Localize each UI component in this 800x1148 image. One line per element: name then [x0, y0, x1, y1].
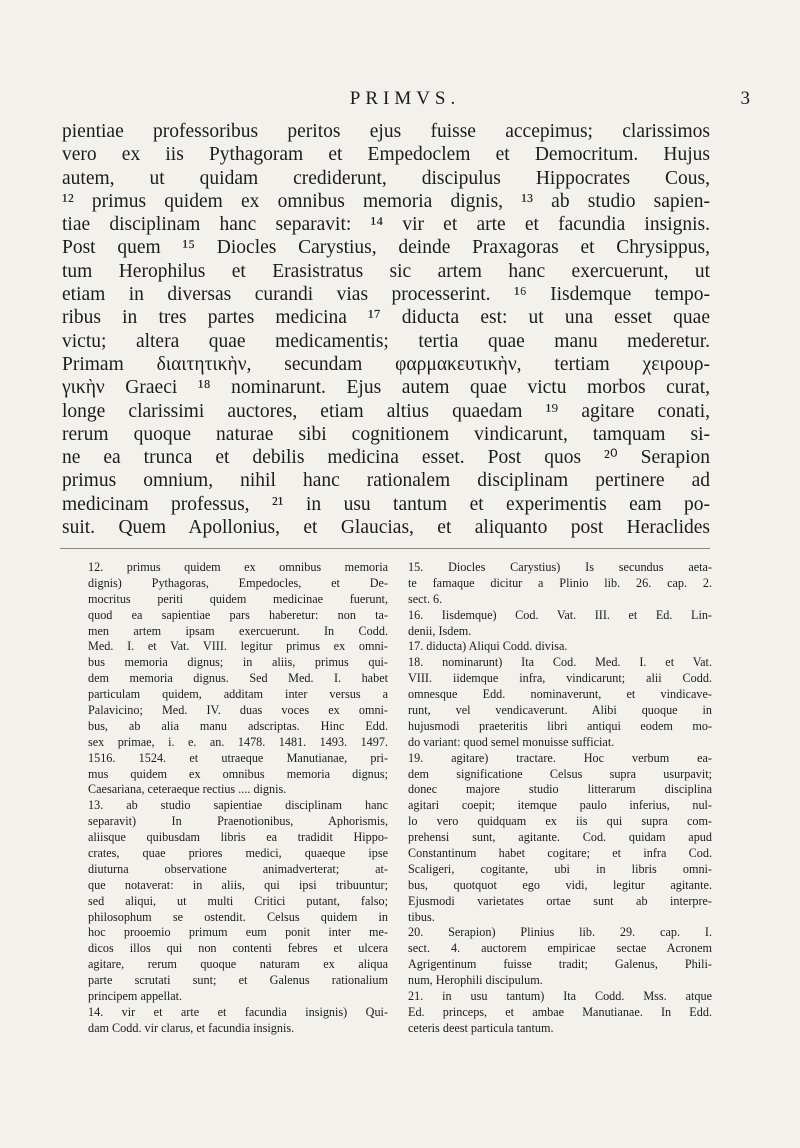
main-text-line: Primam διαιτητικὴν, secundam φαρμακευτικὴν, tertiam χειρουρ-	[62, 353, 710, 375]
footnote-line: 13. ab studio sapientiae disciplinam hanc	[88, 798, 388, 813]
footnote-line: dem significatione Celsus supra usurpavit;	[408, 766, 712, 781]
footnote-line: agitare, rerum quoque naturam ex aliqua	[88, 957, 388, 972]
main-text-line: ¹² primus quidem ex omnibus memoria dignis, ¹³ ab studio sapien-	[62, 190, 710, 212]
footnote-line: do variant: quod semel monuisse sufficiat.	[408, 734, 615, 749]
footnote-line: bus memoria dignus; in aliis, primus qui-	[88, 655, 388, 670]
footnote-line: agitari coepit; itemque paulo inferius, nul-	[408, 798, 712, 813]
footnote-line: denii, Isdem.	[408, 623, 472, 638]
footnote-line: te famaque dicitur a Plinio lib. 26. cap. 2.	[408, 575, 712, 590]
footnote-line: bus, quotquot ego vidi, legitur agitante.	[408, 877, 712, 892]
footnote-line: parte scrutati sunt; et Galenus rationalium	[88, 973, 388, 988]
footnote-line: 16. Iisdemque) Cod. Vat. III. et Ed. Lin-	[408, 607, 712, 622]
footnote-line: dem memoria dignus. Sed Med. I. habet	[88, 671, 388, 686]
footnote-line: dam Codd. vir clarus, et facundia insignis.	[88, 1020, 295, 1035]
footnote-line: prehensi sunt, agitante. Cod. quidam apud	[408, 830, 712, 845]
footnote-line: sect. 4. auctorem empiricae sectae Acronem	[408, 941, 712, 956]
footnote-line: bus, ab alia manu adscriptas. Hinc Edd.	[88, 718, 388, 733]
main-text-line: γικὴν Graeci ¹⁸ nominarunt. Ejus autem quae victu morbos curat,	[62, 377, 710, 399]
main-text-line: rerum quoque naturae sibi cognitionem vindicarunt, tamquam si-	[62, 423, 710, 445]
footnote-line: philosophum se ostendit. Celsus quidem in	[88, 909, 388, 924]
footnote-line: Scaligeri, cogitante, ubi in libris omni-	[408, 861, 712, 876]
footnote-line: 15. Diocles Carystius) Is secundus aeta-	[408, 560, 712, 574]
footnote-line: tibus.	[408, 909, 435, 924]
footnote-line: que notaverat: in aliis, qui ipsi tribuuntur;	[88, 877, 388, 892]
footnote-line: 17. diducta) Aliqui Codd. divisa.	[408, 639, 568, 654]
footnote-line: mus quidem ex omnibus memoria dignus;	[88, 766, 388, 781]
footnote-line: separavit) In Praenotionibus, Aphorismis,	[88, 814, 388, 829]
main-text-line: Post quem ¹⁵ Diocles Carystius, deinde Praxagoras et Chrysippus,	[62, 237, 710, 259]
footnote-line: crates, quae priores medici, quaeque ipse	[88, 846, 388, 861]
main-text-line: primus omnium, nihil hanc rationalem disciplinam pertinere ad	[62, 470, 710, 492]
footnote-line: Palavicino; Med. IV. duas voces ex omni-	[88, 703, 388, 718]
main-text-line: autem, ut quidam crediderunt, discipulus Hippocrates Cous,	[62, 167, 710, 189]
page-number: 3	[740, 88, 750, 109]
footnotes-right-column	[408, 560, 712, 1037]
main-text-block	[62, 120, 710, 539]
running-head	[60, 88, 750, 118]
footnote-line: Constantinum habet cogitare; et infra Cod.	[408, 846, 712, 861]
main-text-line: tum Herophilus et Erasistratus sic artem hanc exercuerunt, ut	[62, 260, 710, 282]
footnote-line: dignis) Pythagoras, Empedocles, et De-	[88, 575, 388, 590]
main-text-line: pientiae professoribus peritos ejus fuisse accepimus; clarissimos	[62, 121, 710, 142]
footnote-line: sed aliqui, ut multi Critici putant, falso;	[88, 893, 388, 908]
footnote-line: Ed. princeps, et ambae Manutianae. In Edd.	[408, 1004, 712, 1019]
footnote-line: 21. in usu tantum) Ita Codd. Mss. atque	[408, 989, 712, 1004]
footnote-line: 14. vir et arte et facundia insignis) Qui-	[88, 1004, 388, 1019]
main-text-line: vero ex iis Pythagoram et Empedoclem et Democritum. Hujus	[62, 144, 710, 166]
main-text-line: suit. Quem Apollonius, et Glaucias, et aliquanto post Heraclides	[62, 517, 710, 539]
main-text-line: medicinam professus, ²¹ in usu tantum et experimentis eam po-	[62, 493, 710, 515]
footnote-line: mocritus periti quidem medicinae fuerunt,	[88, 591, 388, 606]
footnote-line: hoc prooemio primum eum ponit inter me-	[88, 925, 388, 940]
footnote-line: VIII. iidemque infra, vindicarunt; alii Codd.	[408, 671, 712, 686]
footnote-line: diuturna observatione animadverterat; at-	[88, 861, 388, 876]
footnote-line: runt, vel vendicaverunt. Alibi quoque in	[408, 703, 712, 718]
footnote-line: 18. nominarunt) Ita Cod. Med. I. et Vat.	[408, 655, 712, 670]
main-text-line: tiae disciplinam hanc separavit: ¹⁴ vir et arte et facundia insignis.	[62, 214, 710, 236]
footnote-line: sex primae, i. e. an. 1478. 1481. 1493. 1497.	[88, 734, 388, 749]
footnote-line: omnesque Edd. nominaverunt, et vindicave-	[408, 687, 712, 702]
footnote-line: dicos illos qui non contenti febres et ulcera	[88, 941, 388, 956]
footnote-line: 12. primus quidem ex omnibus memoria	[88, 560, 388, 574]
footnote-line: men artem ipsam exercuerunt. In Codd.	[88, 623, 388, 638]
footnote-line: 20. Serapion) Plinius lib. 29. cap. I.	[408, 925, 712, 940]
footnote-line: lo vero quidquam ex iis qui supra com-	[408, 814, 712, 829]
footnote-line: Ejusmodi varietates ortae sunt ab interpre-	[408, 893, 712, 908]
footnote-line: aliisque quibusdam libris ea tradidit Hippo-	[88, 830, 388, 845]
footnote-line: sect. 6.	[408, 591, 443, 606]
running-title: PRIMVS.	[349, 88, 461, 109]
footnote-line: Agrigentinum fuisse tradit; Galenus, Phili-	[408, 957, 712, 972]
footnote-line: principem appellat.	[88, 989, 183, 1004]
footnote-line: 19. agitare) tractare. Hoc verbum ea-	[408, 750, 712, 765]
main-text-line: etiam in diversas curandi vias processerint. ¹⁶ Iisdemque tempo-	[62, 284, 710, 306]
footnote-line: particulam quidem, additam inter versus a	[88, 687, 388, 702]
footnote-line: hujusmodi praeteritis libri antiqui eodem mo-	[408, 718, 712, 733]
footnote-separator	[60, 548, 710, 549]
main-text-line: ribus in tres partes medicina ¹⁷ diducta est: ut una esset quae	[62, 307, 710, 329]
footnote-line: quod ea sapientiae pars haberetur: non ta-	[88, 607, 388, 622]
main-text-line: ne ea trunca et debilis medicina esset. Post quos ²⁰ Serapion	[62, 447, 710, 469]
main-text-line: victu; altera quae medicamentis; tertia quae manu mederetur.	[62, 330, 710, 352]
footnote-line: ceteris deest particula tantum.	[408, 1020, 554, 1035]
footnotes-left-column	[88, 560, 388, 1037]
footnote-line: Med. I. et Vat. VIII. legitur primus ex omni-	[88, 639, 388, 654]
footnote-line: donec majore studio litterarum disciplina	[408, 782, 712, 797]
footnote-line: Caesariana, ceteraeque rectius .... dignis.	[88, 782, 287, 797]
footnote-line: num, Herophili discipulum.	[408, 973, 543, 988]
footnote-line: 1516. 1524. et utraeque Manutianae, pri-	[88, 750, 388, 765]
main-text-line: longe clarissimi auctores, etiam altius quaedam ¹⁹ agitare conati,	[62, 400, 710, 422]
